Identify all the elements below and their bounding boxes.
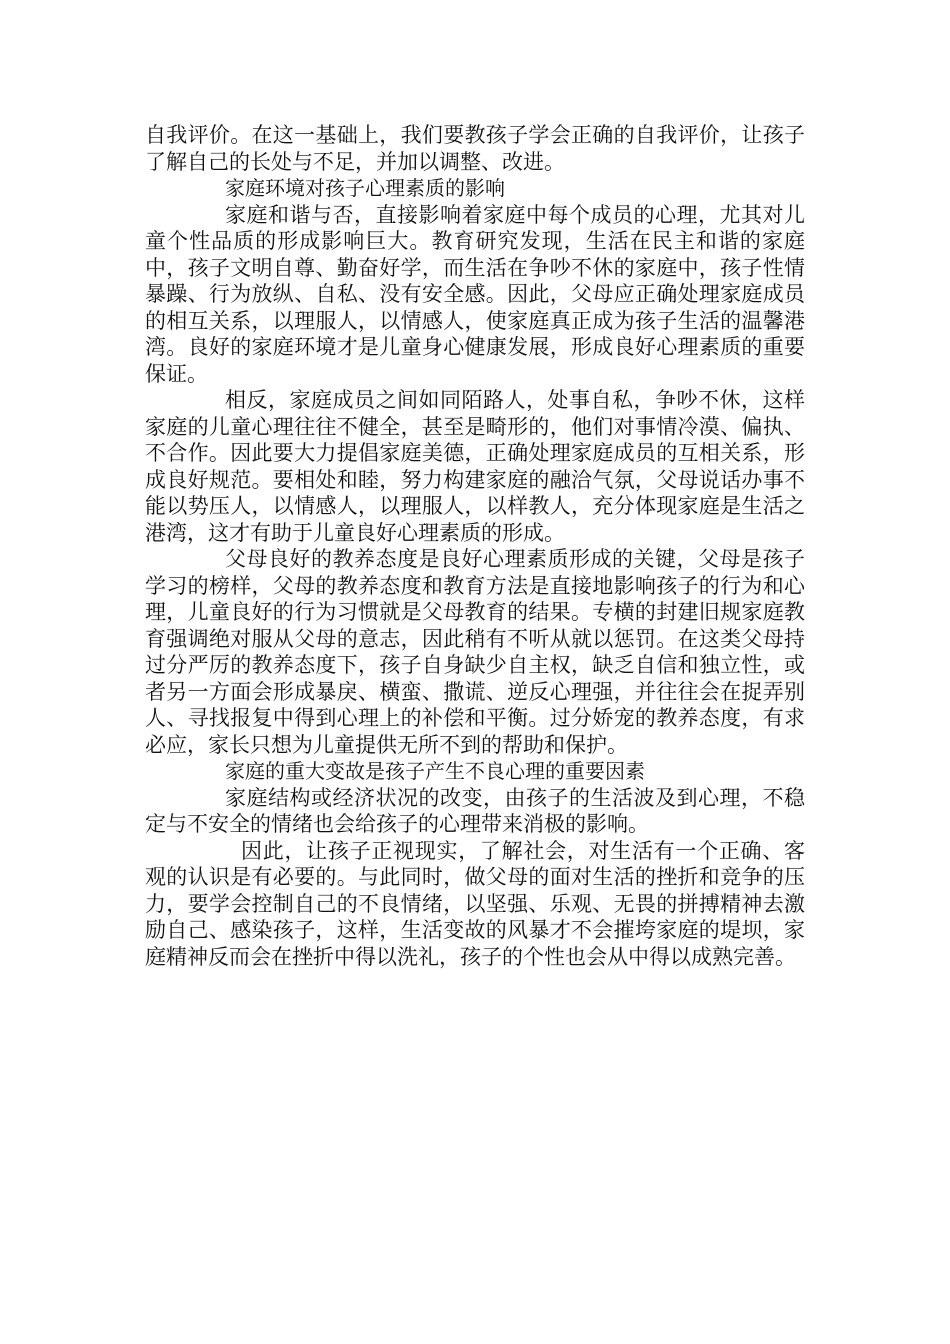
paragraph-parenting-attitude: 父母良好的教养态度是良好心理素质形成的关键，父母是孩子学习的榜样，父母的教养态度和教育方法是直接地影响孩子的行为和心理，儿童良好的行为习惯就是父母教育的结果。专横的封建旧规家庭教育强调绝对服从父母的意志，因此稍有不听从就以惩罚。在这类父母持过分严厉的教养态度下，孩子自身缺少自主权，缺乏自信和独立性，或者另一方面会形成暴戾、横蛮、撒谎、逆反心理强，并往往会在捉弄别人、寻找报复中得到心理上的补偿和平衡。过分娇宠的教养态度，有求必应，家长只想为儿童提供无所不到的帮助和保护。 <box>145 547 805 757</box>
paragraph-self-evaluation: 自我评价。在这一基础上，我们要教孩子学会正确的自我评价，让孩子了解自己的长处与不足，并加以调整、改进。 <box>145 123 805 174</box>
paragraph-family-harmony: 家庭和谐与否，直接影响着家庭中每个成员的心理，尤其对儿童个性品质的形成影响巨大。教育研究发现，生活在民主和谐的家庭中，孩子文明自尊、勤奋好学，而生活在争吵不休的家庭中，孩子性情暴躁、行为放纵、自私、没有安全感。因此，父母应正确处理家庭成员的相互关系，以理服人，以情感人，使家庭真正成为孩子生活的温馨港湾。良好的家庭环境才是儿童身心健康发展，形成良好心理素质的重要保证。 <box>145 202 805 386</box>
paragraph-face-reality: 因此，让孩子正视现实，了解社会，对生活有一个正确、客观的认识是有必要的。与此同时，做父母的面对生活的挫折和竞争的压力，要学会控制自己的不良情绪，以坚强、乐观、无畏的拼搏精神去激励自己、感染孩子，这样，生活变故的风暴才不会摧垮家庭的堤坝，家庭精神反而会在挫折中得以洗礼，孩子的个性也会从中得以成熟完善。 <box>145 838 805 969</box>
section-heading-family-environment: 家庭环境对孩子心理素质的影响 <box>225 176 505 200</box>
document-body <box>145 122 805 970</box>
paragraph-family-conflict: 相反，家庭成员之间如同陌路人，处事自私，争吵不休，这样家庭的儿童心理往往不健全，甚至是畸形的，他们对事情冷漠、偏执、不合作。因此要大力提倡家庭美德，正确处理家庭成员的互相关系，形成良好规范。要相处和睦，努力构建家庭的融洽气氛，父母说话办事不能以势压人，以情感人，以理服人，以样教人，充分体现家庭是生活之港湾，这才有助于儿童良好心理素质的形成。 <box>145 388 805 545</box>
section-heading-family-changes: 家庭的重大变故是孩子产生不良心理的重要因素 <box>225 759 645 783</box>
paragraph-family-structure: 家庭结构或经济状况的改变，由孩子的生活波及到心理，不稳定与不安全的情绪也会给孩子的心理带来消极的影响。 <box>145 785 805 836</box>
